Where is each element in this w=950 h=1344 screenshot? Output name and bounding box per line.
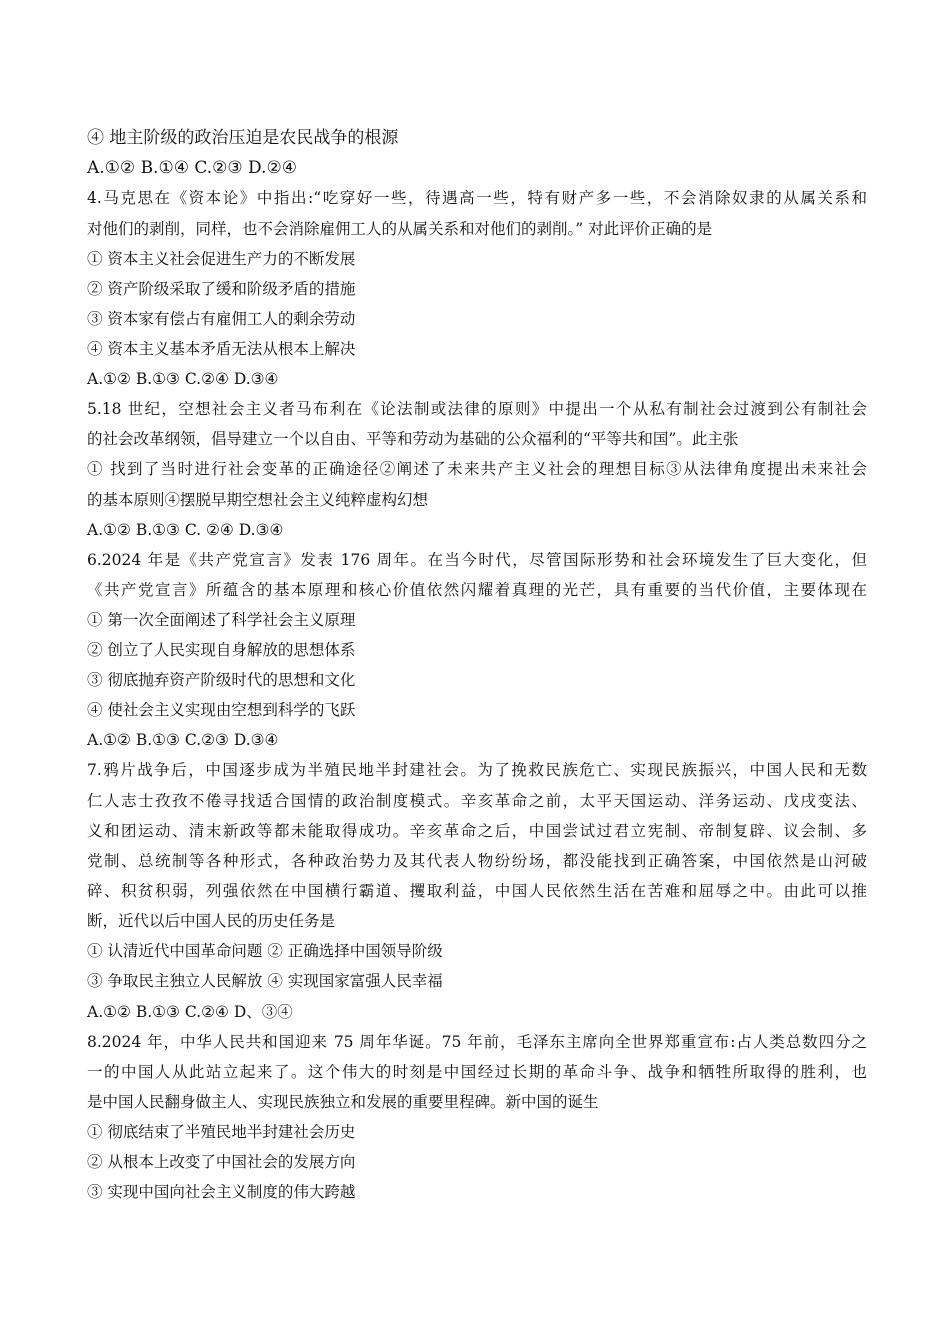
q5-stem-line-2: 的社会改革纲领，倡导建立一个以自由、平等和劳动为基础的公众福利的“平等共和国”。此主张 [87, 430, 739, 448]
q4-option-1: ① 资本主义社会促进生产力的不断发展 [87, 250, 356, 268]
q8-stem-line-1: 8.2024 年，中华人民共和国迎来 75 周年华诞。75 年前，毛泽东主席向全世界郑重宣布:占人类总数四分之 [87, 1033, 867, 1051]
q7-answer-choices: A.①② B.①③ C.②④ D、③④ [87, 1003, 293, 1021]
q8-option-2: ② 从根本上改变了中国社会的发展方向 [87, 1153, 356, 1171]
q4-option-4: ④ 资本主义基本矛盾无法从根本上解决 [87, 340, 356, 358]
q3-answer-choices: A.①② B.①④ C.②③ D.②④ [87, 158, 297, 178]
q7-stem-line-6: 断，近代以后中国人民的历史任务是 [87, 912, 336, 930]
q7-stem-line-1: 7.鸦片战争后，中国逐步成为半殖民地半封建社会。为了挽救民族危亡、实现民族振兴，中国人民和无数 [87, 761, 867, 779]
q5-answer-choices: A.①② B.①③ C. ②④ D.③④ [87, 521, 284, 539]
q7-options-line-1: ① 认清近代中国革命问题 ② 正确选择中国领导阶级 [87, 942, 443, 960]
q5-options-line-1: ① 找到了当时进行社会变革的正确途径②阐述了未来共产主义社会的理想目标③从法律角度提出未来社会 [87, 460, 867, 478]
q3-option-4: ④ 地主阶级的政治压迫是农民战争的根源 [87, 128, 399, 148]
q6-answer-choices: A.①② B.①③ C.②③ D.③④ [87, 731, 279, 749]
q7-stem-line-4: 党制、总统制等各种形式，各种政治势力及其代表人物纷纷场，都没能找到正确答案，中国依然是山河破 [87, 852, 867, 870]
q6-stem-line-2: 《共产党宣言》所蕴含的基本原理和核心价值依然闪耀着真理的光芒，具有重要的当代价值，主要体现在 [87, 581, 867, 599]
q4-answer-choices: A.①② B.①③ C.②④ D.③④ [87, 370, 279, 388]
q6-option-1: ① 第一次全面阐述了科学社会主义原理 [87, 611, 356, 629]
q8-stem-line-3: 是中国人民翻身做主人、实现民族独立和发展的重要里程碑。新中国的诞生 [87, 1093, 599, 1111]
q4-option-3: ③ 资本家有偿占有雇佣工人的剩余劳动 [87, 310, 356, 328]
q6-option-2: ② 创立了人民实现自身解放的思想体系 [87, 641, 356, 659]
q7-stem-line-3: 义和团运动、清末新政等都未能取得成功。辛亥革命之后，中国尝试过君立宪制、帝制复辟、议会制、多 [87, 822, 867, 840]
q5-options-line-2: 的基本原则④摆脱早期空想社会主义纯粹虚构幻想 [87, 491, 429, 509]
q8-option-1: ① 彻底结束了半殖民地半封建社会历史 [87, 1123, 356, 1141]
q4-option-2: ② 资产阶级采取了缓和阶级矛盾的措施 [87, 280, 356, 298]
q6-stem-line-1: 6.2024 年是《共产党宣言》发表 176 周年。在当今时代，尽管国际形势和社会环境发生了巨大变化，但 [87, 551, 867, 569]
q8-option-3: ③ 实现中国向社会主义制度的伟大跨越 [87, 1183, 356, 1201]
q6-option-3: ③ 彻底抛弃资产阶级时代的思想和文化 [87, 671, 356, 689]
q8-stem-line-2: 一的中国人从此站立起来了。这个伟大的时刻是中国经过长期的革命斗争、战争和牺牲所取得的胜利，也 [87, 1063, 867, 1081]
q7-stem-line-2: 仁人志士孜孜不倦寻找适合国情的政治制度模式。辛亥革命之前，太平天国运动、洋务运动、戊戌变法、 [87, 792, 867, 810]
q7-options-line-2: ③ 争取民主独立人民解放 ④ 实现国家富强人民幸福 [87, 972, 443, 990]
q6-option-4: ④ 使社会主义实现由空想到科学的飞跃 [87, 701, 356, 719]
q4-stem-line-1: 4.马克思在《资本论》中指出:“吃穿好一些，待遇高一些，特有财产多一些，不会消除奴隶的从属关系和 [87, 189, 867, 207]
q4-stem-line-2: 对他们的剥削，同样，也不会消除雇佣工人的从属关系和对他们的剥削。” 对此评价正确的是 [87, 220, 713, 238]
q5-stem-line-1: 5.18 世纪，空想社会主义者马布利在《论法制或法律的原则》中提出一个从私有制社会过渡到公有制社会 [87, 400, 867, 418]
q7-stem-line-5: 碎、积贫积弱，列强依然在中国横行霸道、攫取利益，中国人民依然生活在苦难和屈辱之中。由此可以推 [87, 882, 867, 900]
